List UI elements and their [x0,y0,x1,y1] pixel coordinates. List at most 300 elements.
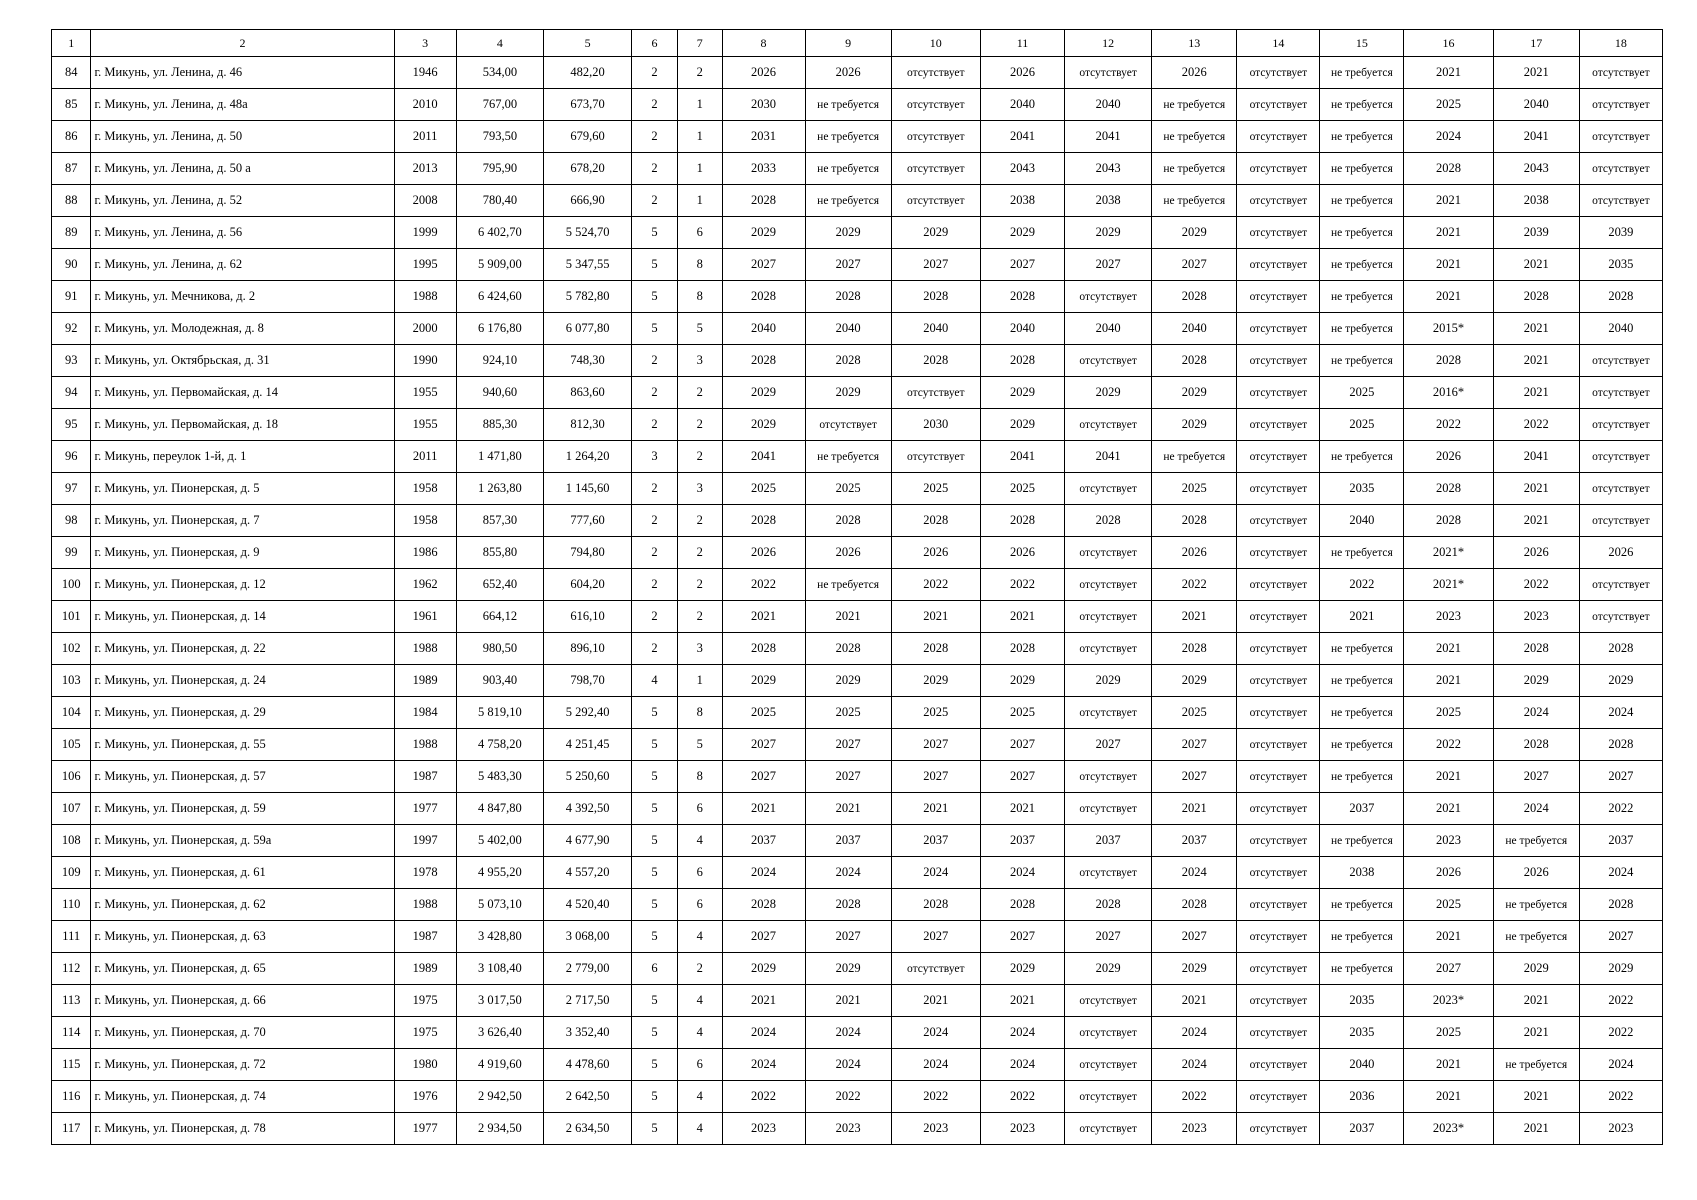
table-cell: 5 073,10 [456,889,543,921]
table-cell: 2037 [722,825,805,857]
table-row [52,601,1663,633]
table-cell: 2 942,50 [456,1081,543,1113]
table-cell: отсутствует [1237,377,1320,409]
table-cell: отсутствует [1237,217,1320,249]
table-cell: 2021 [891,985,980,1017]
table-row [52,185,1663,217]
table-cell: 2024 [1579,1049,1662,1081]
table-cell: 2028 [980,505,1064,537]
table-cell: 2025 [1404,889,1493,921]
table-cell: 863,60 [543,377,631,409]
column-number-14: 14 [1237,30,1320,57]
table-cell: 2029 [1152,953,1237,985]
address-cell: г. Микунь, ул. Пионерская, д. 59а [91,825,394,857]
table-cell: 2026 [980,57,1064,89]
table-cell: 2000 [394,313,456,345]
table-cell: 8 [677,761,722,793]
table-cell: отсутствует [1065,985,1152,1017]
table-cell: отсутствует [1579,409,1662,441]
table-cell: 2021 [1493,377,1579,409]
table-cell: 1988 [394,281,456,313]
table-cell: отсутствует [1065,537,1152,569]
table-cell: 2027 [891,729,980,761]
table-cell: 664,12 [456,601,543,633]
table-cell: 1980 [394,1049,456,1081]
table-cell: отсутствует [1579,185,1662,217]
table-cell: 5 292,40 [543,697,631,729]
table-cell: 2031 [722,121,805,153]
table-cell: 2027 [805,921,891,953]
table-cell: 3 068,00 [543,921,631,953]
table-cell: 2041 [722,441,805,473]
row-number-cell: 111 [52,921,91,953]
table-cell: отсутствует [1065,57,1152,89]
table-cell: 2 [632,121,678,153]
table-cell: 2040 [980,313,1064,345]
table-cell: 652,40 [456,569,543,601]
table-cell: 2021 [1320,601,1404,633]
row-number-cell: 97 [52,473,91,505]
table-cell: 2040 [1320,1049,1404,1081]
table-cell: 2028 [891,345,980,377]
table-cell: 2038 [1493,185,1579,217]
table-cell: 2029 [1065,953,1152,985]
table-cell: 1946 [394,57,456,89]
table-cell: 2028 [1152,505,1237,537]
table-cell: 903,40 [456,665,543,697]
table-cell: 2040 [1152,313,1237,345]
table-cell: 2029 [1493,953,1579,985]
table-cell: 2028 [1404,345,1493,377]
column-number-8: 8 [722,30,805,57]
table-cell: 2022 [1579,1081,1662,1113]
table-cell: отсутствует [1065,761,1152,793]
table-cell: 1987 [394,761,456,793]
table-cell: 2021 [1404,665,1493,697]
table-cell: 5 [632,1017,678,1049]
table-cell: 2024 [722,857,805,889]
table-cell: 1988 [394,633,456,665]
table-cell: 2021 [1404,1081,1493,1113]
row-number-cell: 101 [52,601,91,633]
table-cell: 2025 [891,697,980,729]
table-cell: 2021 [980,985,1064,1017]
table-cell: отсутствует [1237,1113,1320,1145]
table-cell: 2 [632,153,678,185]
table-cell: 3 [677,473,722,505]
table-cell: 2021 [1404,281,1493,313]
table-cell: 2024 [1152,1049,1237,1081]
table-cell: 2043 [1493,153,1579,185]
table-cell: 1958 [394,505,456,537]
table-cell: 2 [677,57,722,89]
table-cell: не требуется [1320,89,1404,121]
table-cell: 2027 [722,249,805,281]
table-cell: 2026 [722,57,805,89]
table-cell: отсутствует [1237,505,1320,537]
table-cell: 2022 [891,569,980,601]
table-cell: не требуется [805,121,891,153]
table-cell: отсутствует [1237,249,1320,281]
table-cell: не требуется [805,89,891,121]
table-cell: 2028 [1065,889,1152,921]
table-cell: отсутствует [1237,313,1320,345]
table-cell: 2028 [1493,281,1579,313]
table-row [52,1017,1663,1049]
table-cell: 2028 [1065,505,1152,537]
row-number-cell: 90 [52,249,91,281]
table-cell: отсутствует [1237,633,1320,665]
table-cell: отсутствует [1579,601,1662,633]
table-cell: не требуется [1320,633,1404,665]
table-cell: 2021 [891,793,980,825]
table-cell: 812,30 [543,409,631,441]
table-cell: 616,10 [543,601,631,633]
table-cell: 2 [677,409,722,441]
table-cell: 1 [677,665,722,697]
table-cell: 2024 [980,1049,1064,1081]
table-cell: 2041 [1065,441,1152,473]
table-cell: 2021 [1493,985,1579,1017]
table-cell: 2021 [1404,921,1493,953]
table-cell: 2 934,50 [456,1113,543,1145]
table-cell: 2023 [980,1113,1064,1145]
table-cell: 2022 [722,569,805,601]
table-cell: 896,10 [543,633,631,665]
table-cell: 4 [677,1017,722,1049]
table-cell: не требуется [1320,697,1404,729]
table-cell: 2 [677,953,722,985]
table-cell: 2 [632,633,678,665]
table-row [52,825,1663,857]
row-number-cell: 86 [52,121,91,153]
table-cell: 4 955,20 [456,857,543,889]
table-row [52,1049,1663,1081]
table-cell: 2022 [1152,1081,1237,1113]
table-cell: 2029 [805,377,891,409]
row-number-cell: 84 [52,57,91,89]
table-cell: 5 [632,281,678,313]
table-cell: 2029 [1152,217,1237,249]
table-cell: 4 392,50 [543,793,631,825]
table-cell: 2 [677,537,722,569]
table-cell: 4 557,20 [543,857,631,889]
table-cell: 2022 [722,1081,805,1113]
table-cell: отсутствует [891,121,980,153]
table-cell: 2013 [394,153,456,185]
table-cell: 2027 [1152,729,1237,761]
table-cell: 2027 [1065,729,1152,761]
table-cell: 885,30 [456,409,543,441]
table-cell: 2040 [1579,313,1662,345]
table-cell: 2028 [722,889,805,921]
table-cell: 3 [677,345,722,377]
table-cell: 2028 [891,633,980,665]
table-cell: 2026 [1493,537,1579,569]
table-cell: отсутствует [891,153,980,185]
table-cell: 2023* [1404,985,1493,1017]
table-cell: отсутствует [891,57,980,89]
table-cell: отсутствует [1237,1017,1320,1049]
table-cell: 2025 [1404,89,1493,121]
table-cell: 5 250,60 [543,761,631,793]
table-cell: 2030 [891,409,980,441]
table-cell: 2023 [805,1113,891,1145]
table-cell: 2021 [1493,249,1579,281]
table-cell: 2021* [1404,537,1493,569]
table-cell: 3 352,40 [543,1017,631,1049]
header-row [52,30,1663,57]
table-cell: 2028 [980,345,1064,377]
table-cell: 2 [632,377,678,409]
row-number-cell: 106 [52,761,91,793]
table-cell: 8 [677,281,722,313]
table-cell: 2027 [980,249,1064,281]
table-cell: 2025 [805,473,891,505]
row-number-cell: 98 [52,505,91,537]
table-cell: 1955 [394,377,456,409]
table-cell: 4 919,60 [456,1049,543,1081]
column-number-3: 3 [394,30,456,57]
table-cell: не требуется [1320,441,1404,473]
address-cell: г. Микунь, ул. Пионерская, д. 62 [91,889,394,921]
address-cell: г. Микунь, ул. Пионерская, д. 29 [91,697,394,729]
table-cell: 673,70 [543,89,631,121]
table-cell: 2027 [722,761,805,793]
table-cell: отсутствует [1237,57,1320,89]
row-number-cell: 117 [52,1113,91,1145]
table-cell: 2026 [1404,857,1493,889]
column-number-4: 4 [456,30,543,57]
table-cell: 2025 [722,473,805,505]
table-cell: 4 478,60 [543,1049,631,1081]
table-cell: 2025 [805,697,891,729]
table-cell: 5 402,00 [456,825,543,857]
table-cell: 2037 [980,825,1064,857]
table-row [52,537,1663,569]
table-cell: 2027 [722,921,805,953]
table-cell: 2028 [891,505,980,537]
table-cell: 2 779,00 [543,953,631,985]
address-cell: г. Микунь, ул. Пионерская, д. 74 [91,1081,394,1113]
table-row [52,633,1663,665]
table-cell: 2028 [1152,345,1237,377]
table-cell: отсутствует [891,377,980,409]
table-cell: 1 [677,89,722,121]
address-cell: г. Микунь, ул. Мечникова, д. 2 [91,281,394,313]
table-cell: 2040 [1065,89,1152,121]
table-cell: 5 [632,857,678,889]
table-cell: 5 [677,729,722,761]
table-cell: 2015* [1404,313,1493,345]
table-cell: 2027 [1152,761,1237,793]
table-cell: отсутствует [1065,633,1152,665]
table-cell: не требуется [1493,1049,1579,1081]
table-cell: отсутствует [1237,697,1320,729]
table-cell: отсутствует [1237,121,1320,153]
table-cell: 2 [677,377,722,409]
table-cell: отсутствует [1237,793,1320,825]
table-cell: 2037 [1065,825,1152,857]
table-cell: 2021 [1493,313,1579,345]
table-cell: 2027 [1065,249,1152,281]
table-cell: отсутствует [1237,985,1320,1017]
table-row [52,1113,1663,1145]
table-cell: 2022 [980,569,1064,601]
table-cell: 2028 [1404,505,1493,537]
table-cell: 2037 [1579,825,1662,857]
table-cell: 2043 [1065,153,1152,185]
table-cell: 793,50 [456,121,543,153]
table-cell: 1975 [394,985,456,1017]
table-cell: 1989 [394,665,456,697]
table-cell: 5 483,30 [456,761,543,793]
table-cell: 2041 [980,441,1064,473]
table-cell: 2029 [1152,409,1237,441]
table-cell: 4 [632,665,678,697]
table-cell: 2021 [1493,57,1579,89]
table-cell: отсутствует [1065,857,1152,889]
column-number-12: 12 [1065,30,1152,57]
table-cell: 1 [677,185,722,217]
table-cell: 6 [677,1049,722,1081]
table-cell: 3 [632,441,678,473]
table-row [52,121,1663,153]
table-cell: 2021 [1404,185,1493,217]
table-cell: отсутствует [1237,281,1320,313]
table-cell: 2027 [980,761,1064,793]
table-cell: 2027 [891,761,980,793]
table-cell: 1989 [394,953,456,985]
row-number-cell: 89 [52,217,91,249]
table-cell: 2022 [1579,793,1662,825]
table-cell: отсутствует [1579,345,1662,377]
table-cell: не требуется [1320,217,1404,249]
table-cell: 2021 [722,601,805,633]
table-cell: 2028 [1152,633,1237,665]
table-cell: 5 [632,793,678,825]
table-cell: 2029 [980,217,1064,249]
table-cell: 857,30 [456,505,543,537]
row-number-cell: 96 [52,441,91,473]
table-cell: отсутствует [1579,89,1662,121]
table-cell: 4 251,45 [543,729,631,761]
table-cell: 4 [677,921,722,953]
table-cell: 2023 [1579,1113,1662,1145]
row-number-cell: 102 [52,633,91,665]
column-number-11: 11 [980,30,1064,57]
table-cell: 2022 [1404,729,1493,761]
table-cell: 2035 [1579,249,1662,281]
table-cell: 2029 [722,377,805,409]
address-cell: г. Микунь, ул. Первомайская, д. 14 [91,377,394,409]
table-cell: 1977 [394,1113,456,1145]
address-cell: г. Микунь, ул. Пионерская, д. 55 [91,729,394,761]
table-cell: 5 [632,921,678,953]
table-cell: 2021 [722,985,805,1017]
address-cell: г. Микунь, ул. Пионерская, д. 72 [91,1049,394,1081]
table-cell: 2038 [980,185,1064,217]
table-cell: 2026 [1493,857,1579,889]
address-cell: г. Микунь, ул. Пионерская, д. 24 [91,665,394,697]
table-cell: 2025 [1404,697,1493,729]
table-cell: 2021 [1493,1081,1579,1113]
table-cell: 4 677,90 [543,825,631,857]
table-cell: 2029 [980,409,1064,441]
table-cell: 2022 [1152,569,1237,601]
table-cell: отсутствует [1237,345,1320,377]
address-cell: г. Микунь, ул. Ленина, д. 56 [91,217,394,249]
table-cell: 2026 [805,57,891,89]
table-cell: 2028 [805,345,891,377]
address-cell: г. Микунь, ул. Пионерская, д. 14 [91,601,394,633]
table-row [52,249,1663,281]
table-cell: 2 [677,601,722,633]
table-cell: 2028 [980,889,1064,921]
table-cell: не требуется [1320,185,1404,217]
address-cell: г. Микунь, ул. Пионерская, д. 63 [91,921,394,953]
table-cell: не требуется [1493,825,1579,857]
table-cell: 2028 [722,633,805,665]
table-cell: отсутствует [1237,761,1320,793]
table-cell: 2036 [1320,1081,1404,1113]
table-cell: 2021 [1404,793,1493,825]
column-number-10: 10 [891,30,980,57]
table-cell: 2 [677,505,722,537]
table-cell: 5 [632,249,678,281]
table-cell: отсутствует [1065,697,1152,729]
table-cell: 2029 [891,217,980,249]
table-cell: 2029 [722,953,805,985]
table-cell: 5 [632,889,678,921]
table-cell: 2029 [980,377,1064,409]
table-cell: 6 424,60 [456,281,543,313]
table-cell: отсутствует [1237,409,1320,441]
table-cell: 1961 [394,601,456,633]
table-cell: 3 108,40 [456,953,543,985]
row-number-cell: 93 [52,345,91,377]
address-cell: г. Микунь, ул. Октябрьская, д. 31 [91,345,394,377]
table-cell: не требуется [1320,761,1404,793]
table-cell: 2028 [805,281,891,313]
table-cell: 2011 [394,121,456,153]
row-number-cell: 85 [52,89,91,121]
table-row [52,1081,1663,1113]
table-cell: 2027 [891,249,980,281]
table-cell: 2025 [980,473,1064,505]
table-cell: 2028 [722,345,805,377]
table-cell: 2025 [1320,409,1404,441]
row-number-cell: 116 [52,1081,91,1113]
table-cell: отсутствует [1237,89,1320,121]
address-cell: г. Микунь, переулок 1-й, д. 1 [91,441,394,473]
table-cell: 6 [632,953,678,985]
table-cell: 2024 [1579,697,1662,729]
table-cell: 2027 [805,729,891,761]
table-cell: 2024 [980,1017,1064,1049]
table-cell: 2030 [722,89,805,121]
table-cell: отсутствует [891,185,980,217]
table-cell: 2028 [1579,281,1662,313]
table-cell: 482,20 [543,57,631,89]
table-row [52,441,1663,473]
table-cell: 2038 [1065,185,1152,217]
table-cell: 2023 [891,1113,980,1145]
table-cell: отсутствует [1065,1017,1152,1049]
table-cell: отсутствует [1237,537,1320,569]
table-cell: отсутствует [1237,569,1320,601]
address-cell: г. Микунь, ул. Ленина, д. 50 а [91,153,394,185]
